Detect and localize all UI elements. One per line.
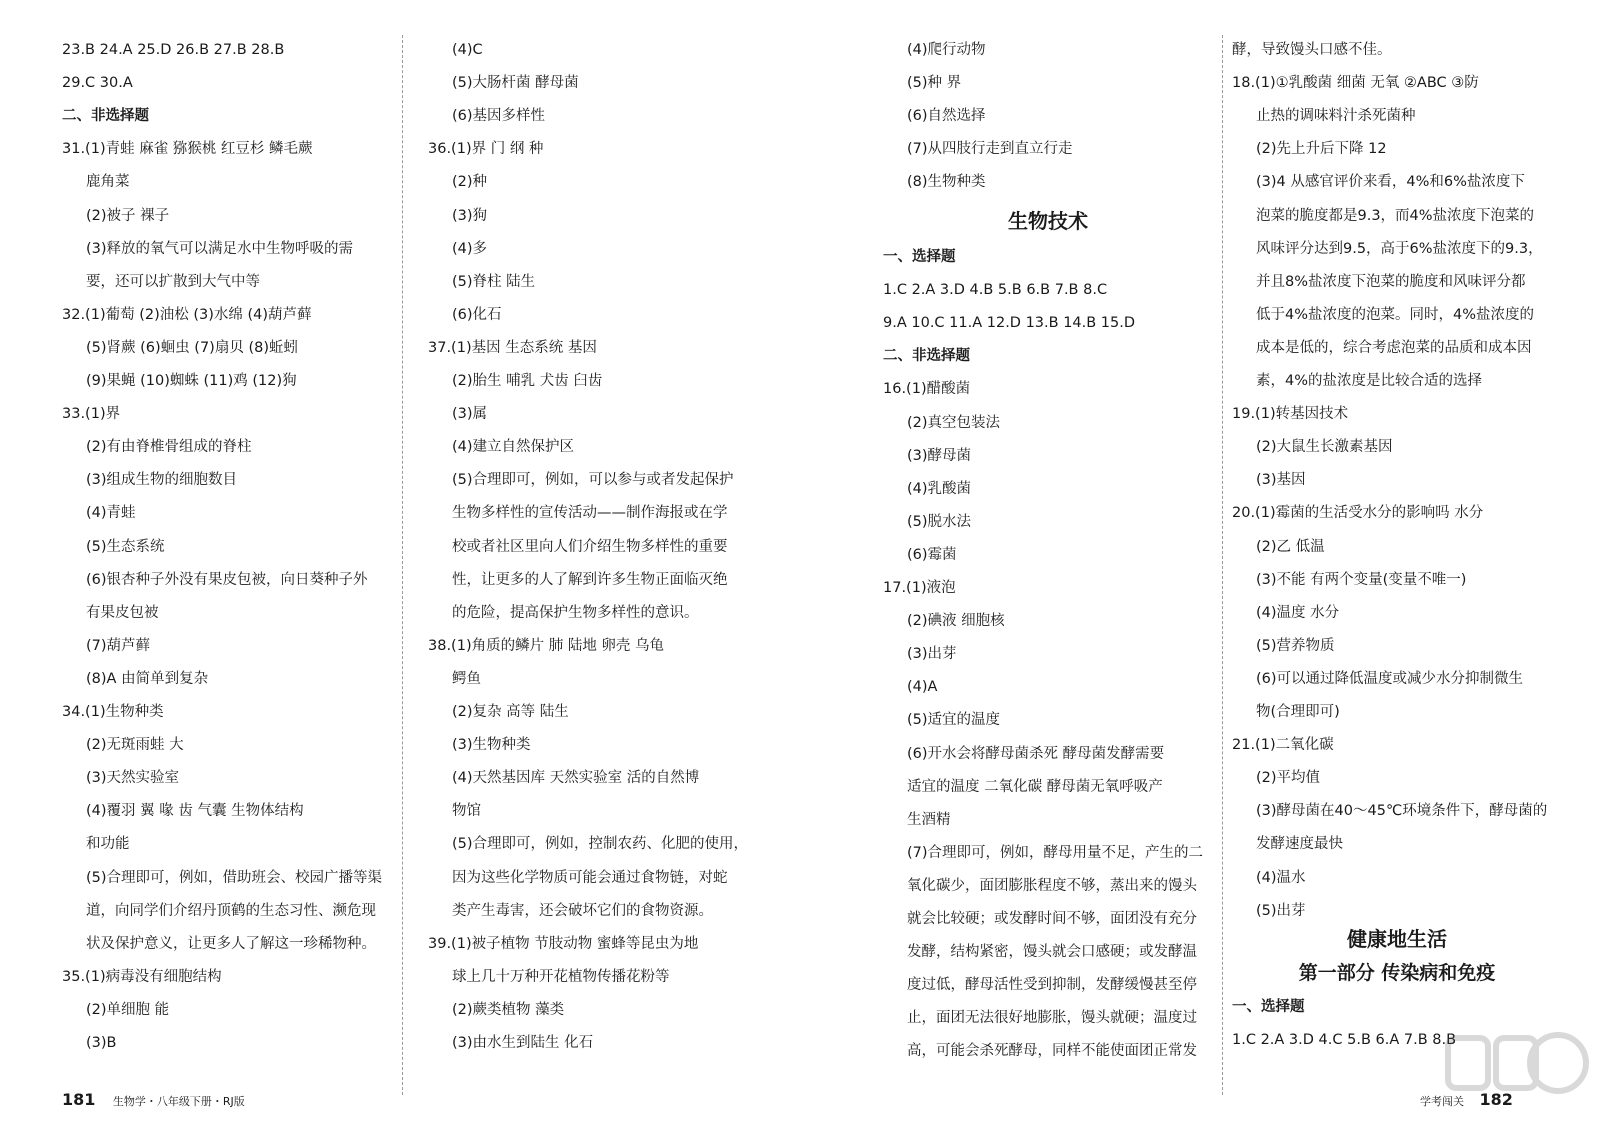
answer-line: (2)碘液 细胞核: [907, 613, 1005, 630]
answer-line: (5)合理即可，例如，控制农药、化肥的使用，: [452, 836, 749, 853]
answer-line: 成本是低的，综合考虑泡菜的品质和成本因: [1256, 339, 1532, 356]
answer-line: 16.(1)醋酸菌: [883, 381, 971, 398]
answer-line: (2)单细胞 能: [86, 1001, 170, 1018]
answer-line: 29.C 30.A: [62, 75, 133, 92]
answer-line: (2)真空包装法: [907, 414, 1001, 431]
answer-line: 生酒精: [907, 811, 951, 828]
answer-line: 适宜的温度 二氧化碳 酵母菌无氧呼吸产: [907, 778, 1163, 795]
answer-line: 泡菜的脆度都是9.3，而4%盐浓度下泡菜的: [1256, 207, 1535, 224]
answer-line: (5)生态系统: [86, 538, 165, 555]
answer-line: (2)被子 裸子: [86, 207, 170, 224]
answer-line: (2)先上升后下降 12: [1256, 141, 1387, 158]
answer-line: (3)生物种类: [452, 737, 531, 754]
answer-line: (5)出芽: [1256, 902, 1306, 919]
answer-line: 性，让更多的人了解到许多生物正面临灭绝: [452, 571, 728, 588]
footer-left: [62, 1090, 245, 1114]
answer-line: (2)大鼠生长激素基因: [1256, 439, 1393, 456]
answer-line: (6)开水会将酵母菌杀死 酵母菌发酵需要: [907, 745, 1165, 762]
answer-line: (5)合理即可，例如，可以参与或者发起保护: [452, 472, 734, 489]
answer-line: 21.(1)二氧化碳: [1232, 737, 1334, 754]
answer-line: 1.C 2.A 3.D 4.C 5.B 6.A 7.B 8.B: [1232, 1032, 1457, 1049]
answer-line: (4)青蛙: [86, 505, 136, 522]
answer-line: 和功能: [86, 836, 130, 853]
answer-line: (3)由水生到陆生 化石: [452, 1035, 594, 1051]
answer-line: 类产生毒害，还会破坏它们的食物资源。: [452, 902, 713, 919]
answer-line: (2)平均值: [1256, 770, 1321, 787]
answer-line: (5)种 界: [907, 75, 962, 92]
answer-line: 鳄鱼: [452, 670, 481, 687]
page-number-left: 181: [62, 1090, 96, 1109]
answer-line: 要，还可以扩散到大气中等: [86, 273, 260, 290]
answer-line: (6)自然选择: [907, 108, 986, 125]
answer-line: (4)温水: [1256, 869, 1306, 886]
answer-line: (5)脊柱 陆生: [452, 273, 536, 290]
answer-line: (4)多: [452, 240, 488, 257]
answer-line: (3)不能 有两个变量(变量不唯一): [1256, 571, 1467, 588]
answer-line: 二、非选择题: [883, 348, 970, 365]
page-number-right: 182: [1479, 1090, 1513, 1109]
answer-line: 素，4%的盐浓度是比较合适的选择: [1256, 373, 1483, 389]
answer-line: (3)4 从感官评价来看，4%和6%盐浓度下: [1256, 174, 1525, 191]
answer-line: (3)属: [452, 406, 488, 423]
answer-line: (2)乙 低温: [1256, 538, 1325, 555]
answer-line: (5)大肠杆菌 酵母菌: [452, 75, 579, 92]
answer-line: (3)B: [86, 1035, 117, 1051]
section-title-biotech: 生物技术: [1008, 209, 1088, 233]
answer-line: 高，可能会杀死酵母，同样不能使面团正常发: [907, 1043, 1197, 1060]
answer-line: (2)种: [452, 174, 488, 191]
answer-line: 二、非选择题: [62, 108, 149, 125]
answer-line: (5)营养物质: [1256, 637, 1335, 654]
answer-line: (3)出芽: [907, 646, 957, 663]
answer-line: 风味评分达到9.5，高于6%盐浓度下的9.3，: [1256, 240, 1543, 257]
answer-line: 35.(1)病毒没有细胞结构: [62, 968, 222, 985]
answer-line: 因为这些化学物质可能会通过食物链，对蛇: [452, 869, 728, 886]
answer-line: 的危险，提高保护生物多样性的意识。: [452, 604, 699, 621]
answer-line: (9)果蝇 (10)蜘蛛 (11)鸡 (12)狗: [86, 373, 297, 389]
answer-line: (5)肾蕨 (6)蛔虫 (7)扇贝 (8)蚯蚓: [86, 339, 298, 356]
answer-line: 18.(1)①乳酸菌 细菌 无氧 ②ABC ③防: [1232, 75, 1479, 92]
answer-line: 20.(1)霉菌的生活受水分的影响吗 水分: [1232, 505, 1484, 522]
answer-line: 一、选择题: [883, 249, 956, 265]
answer-line: (8)生物种类: [907, 174, 986, 191]
answer-line: (6)化石: [452, 306, 502, 323]
answer-line: 33.(1)界: [62, 406, 121, 423]
answer-line: 1.C 2.A 3.D 4.B 5.B 6.B 7.B 8.C: [883, 282, 1108, 299]
answer-line: 17.(1)液泡: [883, 580, 956, 596]
answer-line: 就会比较硬；或发酵时间不够，面团没有充分: [907, 911, 1197, 927]
answer-line: (2)蕨类植物 藻类: [452, 1001, 565, 1018]
answer-line: 度过低，酵母活性受到抑制，发酵缓慢甚至停: [907, 977, 1197, 994]
answer-line: 23.B 24.A 25.D 26.B 27.B 28.B: [62, 42, 285, 58]
answer-line: (4)覆羽 翼 喙 齿 气囊 生物体结构: [86, 803, 304, 820]
answer-line: (4)建立自然保护区: [452, 439, 575, 456]
answer-line: 发酵，结构紧密，馒头就会口感硬；或发酵温: [907, 944, 1197, 961]
answer-line: (4)A: [907, 679, 938, 696]
footer-left-text: 生物学・八年级下册・RJ版: [112, 1095, 245, 1108]
answer-line: 物馆: [452, 803, 481, 820]
answer-line: 一、选择题: [1232, 999, 1305, 1015]
answer-line: 止热的调味料汁杀死菌种: [1256, 108, 1416, 125]
answer-line: (3)释放的氧气可以满足水中生物呼吸的需: [86, 240, 354, 257]
answer-line: (6)可以通过降低温度或减少水分抑制微生: [1256, 670, 1524, 687]
answer-line: 鹿角菜: [86, 174, 130, 191]
answer-line: (6)银杏种子外没有果皮包被，向日葵种子外: [86, 571, 368, 588]
watermark-logo-icon: [1440, 1018, 1590, 1118]
answer-line: 34.(1)生物种类: [62, 704, 164, 720]
section-title-healthy-living: 健康地生活: [1347, 927, 1447, 951]
answer-line: (4)爬行动物: [907, 42, 986, 58]
answer-line: 36.(1)界 门 纲 种: [428, 141, 544, 158]
answer-line: 状及保护意义，让更多人了解这一珍稀物种。: [86, 935, 376, 952]
answer-line: (3)酵母菌: [907, 447, 972, 464]
answer-line: (3)天然实验室: [86, 770, 180, 787]
answer-line: 校或者社区里向人们介绍生物多样性的重要: [452, 538, 728, 555]
answer-line: (4)乳酸菌: [907, 480, 972, 497]
answer-line: 有果皮包被: [86, 604, 159, 621]
answer-line: (5)合理即可，例如，借助班会、校园广播等渠: [86, 869, 383, 886]
answer-line: 低于4%盐浓度的泡菜。同时，4%盐浓度的: [1256, 306, 1535, 323]
answer-line: (4)温度 水分: [1256, 604, 1340, 621]
answer-line: (7)从四肢行走到直立行走: [907, 141, 1073, 158]
answer-line: 19.(1)转基因技术: [1232, 406, 1349, 423]
answer-line: (5)适宜的温度: [907, 712, 1001, 729]
answer-line: (7)葫芦藓: [86, 637, 151, 654]
answer-line: 38.(1)角质的鳞片 肺 陆地 卵壳 乌龟: [428, 637, 665, 654]
column-divider-2: [1222, 35, 1224, 1095]
answer-line: 酵，导致馒头口感不佳。: [1232, 42, 1392, 58]
answer-line: 9.A 10.C 11.A 12.D 13.B 14.B 15.D: [883, 315, 1136, 332]
answer-line: (5)脱水法: [907, 513, 972, 530]
answer-line: (4)C: [452, 42, 483, 58]
answer-line: 氧化碳少，面团膨胀程度不够，蒸出来的馒头: [907, 877, 1197, 894]
subsection-title-infectious-disease: 第一部分 传染病和免疫: [1298, 962, 1496, 984]
answer-line: 32.(1)葡萄 (2)油松 (3)水绵 (4)葫芦藓: [62, 306, 312, 323]
answer-line: (2)无斑雨蛙 大: [86, 737, 184, 754]
answer-line: 发酵速度最快: [1256, 836, 1343, 853]
answer-line: (2)有由脊椎骨组成的脊柱: [86, 439, 252, 456]
answer-line: 生物多样性的宣传活动——制作海报或在学: [452, 505, 728, 522]
answer-line: 物(合理即可): [1256, 704, 1340, 720]
answer-line: (6)基因多样性: [452, 108, 546, 125]
answer-line: 球上几十万种开花植物传播花粉等: [452, 968, 670, 985]
answer-line: 39.(1)被子植物 节肢动物 蜜蜂等昆虫为地: [428, 935, 699, 952]
answer-line: (2)复杂 高等 陆生: [452, 704, 569, 720]
answer-line: 并且8%盐浓度下泡菜的脆度和风味评分都: [1256, 273, 1526, 290]
answer-line: 37.(1)基因 生态系统 基因: [428, 339, 597, 356]
answer-line: (7)合理即可，例如，酵母用量不足，产生的二: [907, 844, 1204, 861]
answer-line: (2)胎生 哺乳 犬齿 臼齿: [452, 373, 603, 389]
answer-line: (8)A 由简单到复杂: [86, 670, 209, 687]
answer-line: (3)酵母菌在40～45℃环境条件下，酵母菌的: [1256, 803, 1548, 820]
answer-line: 止，面团无法很好地膨胀，馒头就硬；温度过: [907, 1010, 1197, 1027]
answer-line: (3)组成生物的细胞数目: [86, 472, 238, 489]
answer-line: (3)基因: [1256, 472, 1306, 489]
answer-line: 道，向同学们介绍丹顶鹤的生态习性、濒危现: [86, 902, 376, 919]
answer-line: (4)天然基因库 天然实验室 活的自然博: [452, 770, 700, 787]
answer-line: (6)霉菌: [907, 546, 957, 563]
column-divider-1: [402, 35, 404, 1095]
answer-line: (3)狗: [452, 207, 488, 224]
answer-line: 31.(1)青蛙 麻雀 猕猴桃 红豆杉 鳞毛蕨: [62, 141, 313, 158]
footer-right-text: 学考闯关: [1420, 1095, 1464, 1108]
